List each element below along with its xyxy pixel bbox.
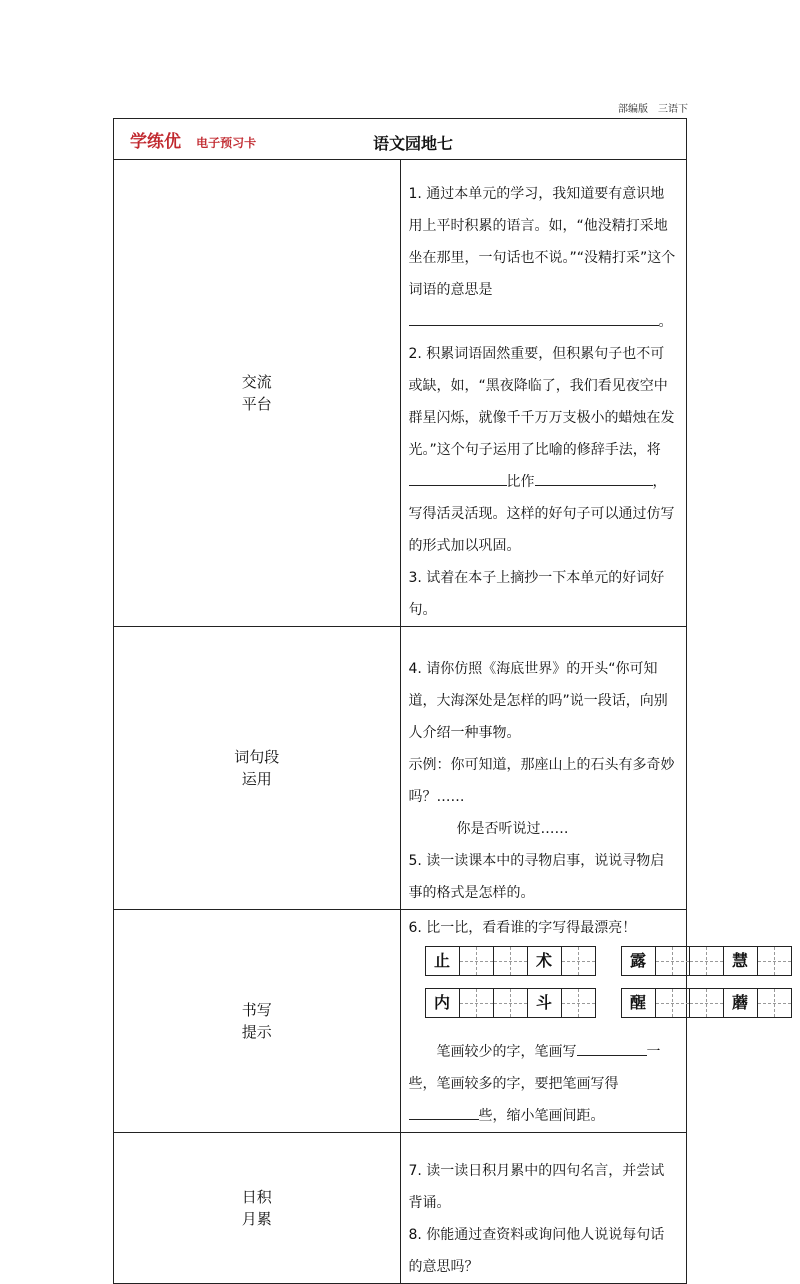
answer-blank-6b[interactable] [409,1105,479,1120]
writing-cell[interactable] [493,989,527,1017]
edition-label: 部编版 三语下 [618,104,688,115]
writing-cell[interactable] [493,947,527,975]
section-label-writing: 书写提示 [114,910,401,1133]
section-content-daily [400,1133,687,1284]
writing-cell[interactable] [689,989,723,1017]
answer-blank-6a[interactable] [577,1041,647,1056]
question-1: 1. 通过本单元的学习，我知道要有意识地用上平时积累的语言。如，“他没精打采地坐在那里，一句话也不说。”“没精打采”这个词语的意思是。 [408,186,676,330]
grid-character: 术 [527,947,561,975]
example-line-2: 你是否听说过…… [456,821,569,837]
section-phrase-use [114,627,687,910]
writing-cell[interactable] [757,947,791,975]
question-7: 7. 读一读日积月累中的四句名言，并尝试背诵。 [408,1163,665,1211]
writing-cell[interactable] [689,947,723,975]
section-label-exchange: 交流平台 [114,160,401,627]
answer-blank-2a[interactable] [409,471,507,486]
brand-logo: 学练优 [130,131,181,152]
answer-blank-1[interactable] [409,311,659,326]
question-6: 6. 比一比，看看谁的字写得最漂亮！ [408,920,637,936]
page-title: 语文园地七 [373,134,454,153]
section-label-phrase-use: 词句段运用 [114,627,401,910]
grid-character: 斗 [527,989,561,1017]
section-writing [114,910,687,1133]
question-8: 8. 你能通过查资料或询问他人说说每句话的意思吗？ [408,1227,665,1275]
question-4: 4. 请你仿照《海底世界》的开头“你可知道，大海深处是怎样的吗”说一段话，向别人介绍一种事物。 [408,661,668,741]
grid-character: 慧 [723,947,757,975]
section-content-writing [400,910,748,1133]
brand-subtitle: 电子预习卡 [196,135,257,150]
section-exchange [114,160,687,627]
example-line-1: 示例：你可知道，那座山上的石头有多奇妙吗？…… [408,757,675,805]
practice-grid [425,946,596,976]
section-content-exchange [400,160,687,627]
practice-grids [409,944,748,1036]
writing-cell[interactable] [757,989,791,1017]
writing-cell[interactable] [459,947,493,975]
practice-grid [621,946,792,976]
grid-character: 内 [433,993,450,1012]
title-cell [114,119,687,160]
grid-character: 蘑 [723,989,757,1017]
writing-cell[interactable] [561,947,595,975]
question-2: 2. 积累词语固然重要，但积累句子也不可或缺，如，“黑夜降临了，我们看见夜空中群星闪烁，就像千千万万支极小的蜡烛在发光。”这个句子运用了比喻的修辞手法，将比作 ，写得活灵活现。这样的好句子可以通过仿写的形式加以巩固。 [408,346,675,554]
practice-grid [425,988,596,1018]
writing-tip: 笔画较少的字，笔画写 一些，笔画较多的字，要把笔画写得些，缩小笔画间距。 [409,1036,677,1132]
preview-card-table [113,118,748,1284]
writing-cell[interactable] [655,947,689,975]
question-3: 3. 试着在本子上摘抄一下本单元的好词好句。 [408,570,665,618]
writing-cell[interactable] [655,989,689,1017]
writing-cell[interactable] [561,989,595,1017]
section-daily [114,1133,687,1284]
answer-blank-2b[interactable] [535,471,653,486]
writing-cell[interactable] [459,989,493,1017]
question-5: 5. 读一读课本中的寻物启事，说说寻物启事的格式是怎样的。 [408,853,665,901]
section-label-daily: 日积月累 [114,1133,401,1284]
grid-character: 露 [629,951,646,970]
practice-grid [621,988,792,1018]
section-content-phrase-use [400,627,687,910]
grid-character: 醒 [629,993,646,1012]
grid-character: 止 [433,951,450,970]
title-row [114,119,687,160]
